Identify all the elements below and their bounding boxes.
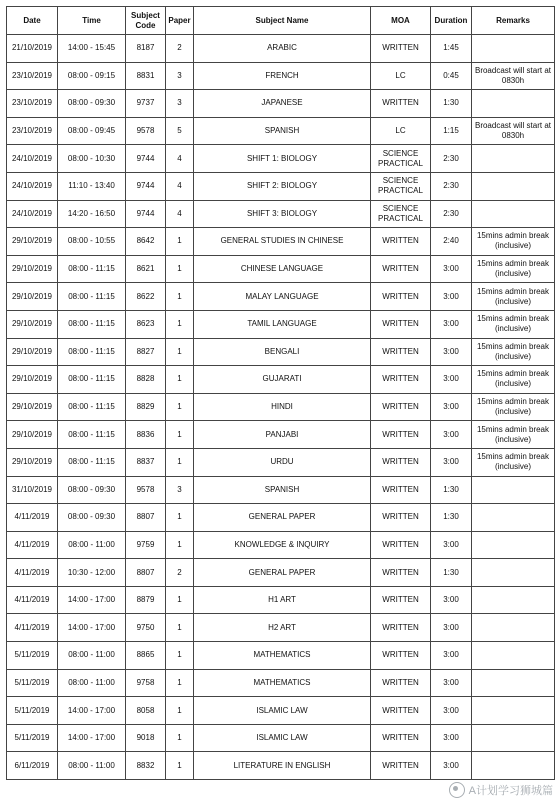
cell-moa: WRITTEN bbox=[371, 559, 431, 587]
cell-duration: 3:00 bbox=[431, 531, 472, 559]
cell-moa: WRITTEN bbox=[371, 283, 431, 311]
cell-remarks: 15mins admin break (inclusive) bbox=[472, 255, 555, 283]
cell-duration: 3:00 bbox=[431, 448, 472, 476]
cell-paper: 4 bbox=[166, 145, 194, 173]
cell-moa: WRITTEN bbox=[371, 255, 431, 283]
cell-time: 08:00 - 09:30 bbox=[58, 90, 126, 118]
cell-subject-name: URDU bbox=[194, 448, 371, 476]
table-row bbox=[7, 669, 555, 697]
cell-time: 08:00 - 09:30 bbox=[58, 476, 126, 504]
cell-time: 08:00 - 11:15 bbox=[58, 421, 126, 449]
cell-subject-name: PANJABI bbox=[194, 421, 371, 449]
table-row bbox=[7, 697, 555, 725]
cell-time: 14:00 - 15:45 bbox=[58, 35, 126, 63]
cell-paper: 1 bbox=[166, 366, 194, 394]
cell-paper: 4 bbox=[166, 200, 194, 228]
cell-date: 29/10/2019 bbox=[7, 448, 58, 476]
cell-time: 08:00 - 11:00 bbox=[58, 752, 126, 780]
cell-paper: 3 bbox=[166, 90, 194, 118]
cell-moa: WRITTEN bbox=[371, 642, 431, 670]
cell-subject-name: H1 ART bbox=[194, 586, 371, 614]
header-subject-name: Subject Name bbox=[194, 7, 371, 35]
cell-subject-code: 9750 bbox=[126, 614, 166, 642]
table-row bbox=[7, 145, 555, 173]
cell-paper: 1 bbox=[166, 255, 194, 283]
cell-paper: 1 bbox=[166, 642, 194, 670]
cell-paper: 1 bbox=[166, 752, 194, 780]
cell-subject-name: FRENCH bbox=[194, 62, 371, 90]
cell-remarks bbox=[472, 559, 555, 587]
header-row bbox=[7, 7, 555, 35]
cell-duration: 3:00 bbox=[431, 283, 472, 311]
cell-remarks: 15mins admin break (inclusive) bbox=[472, 228, 555, 256]
cell-time: 08:00 - 11:00 bbox=[58, 531, 126, 559]
cell-moa: WRITTEN bbox=[371, 228, 431, 256]
cell-paper: 1 bbox=[166, 504, 194, 532]
cell-remarks bbox=[472, 90, 555, 118]
cell-time: 08:00 - 10:55 bbox=[58, 228, 126, 256]
cell-subject-code: 8837 bbox=[126, 448, 166, 476]
cell-duration: 3:00 bbox=[431, 669, 472, 697]
cell-date: 5/11/2019 bbox=[7, 669, 58, 697]
cell-moa: WRITTEN bbox=[371, 35, 431, 63]
cell-paper: 3 bbox=[166, 62, 194, 90]
cell-duration: 3:00 bbox=[431, 697, 472, 725]
cell-duration: 1:30 bbox=[431, 504, 472, 532]
cell-time: 11:10 - 13:40 bbox=[58, 172, 126, 200]
cell-remarks: 15mins admin break (inclusive) bbox=[472, 338, 555, 366]
cell-paper: 1 bbox=[166, 421, 194, 449]
wechat-icon bbox=[449, 782, 465, 798]
cell-moa: WRITTEN bbox=[371, 724, 431, 752]
table-row bbox=[7, 393, 555, 421]
cell-moa: WRITTEN bbox=[371, 614, 431, 642]
cell-subject-code: 8865 bbox=[126, 642, 166, 670]
cell-date: 24/10/2019 bbox=[7, 172, 58, 200]
cell-remarks bbox=[472, 504, 555, 532]
cell-paper: 1 bbox=[166, 586, 194, 614]
cell-duration: 3:00 bbox=[431, 586, 472, 614]
cell-duration: 2:30 bbox=[431, 145, 472, 173]
table-row bbox=[7, 752, 555, 780]
cell-subject-code: 9744 bbox=[126, 145, 166, 173]
watermark bbox=[449, 782, 553, 798]
cell-remarks bbox=[472, 697, 555, 725]
cell-subject-name: GENERAL STUDIES IN CHINESE bbox=[194, 228, 371, 256]
cell-paper: 2 bbox=[166, 35, 194, 63]
cell-moa: WRITTEN bbox=[371, 421, 431, 449]
cell-subject-code: 8828 bbox=[126, 366, 166, 394]
cell-subject-code: 8831 bbox=[126, 62, 166, 90]
cell-subject-code: 9744 bbox=[126, 200, 166, 228]
cell-paper: 1 bbox=[166, 283, 194, 311]
cell-time: 08:00 - 09:45 bbox=[58, 117, 126, 145]
cell-time: 14:00 - 17:00 bbox=[58, 614, 126, 642]
cell-remarks: 15mins admin break (inclusive) bbox=[472, 448, 555, 476]
cell-moa: WRITTEN bbox=[371, 752, 431, 780]
table-row bbox=[7, 614, 555, 642]
cell-subject-name: HINDI bbox=[194, 393, 371, 421]
cell-moa: WRITTEN bbox=[371, 393, 431, 421]
timetable-body bbox=[7, 35, 555, 780]
table-row bbox=[7, 476, 555, 504]
cell-time: 08:00 - 09:30 bbox=[58, 504, 126, 532]
cell-subject-code: 9744 bbox=[126, 172, 166, 200]
header-subject-code: Subject Code bbox=[126, 7, 166, 35]
cell-time: 14:00 - 17:00 bbox=[58, 586, 126, 614]
cell-time: 14:20 - 16:50 bbox=[58, 200, 126, 228]
cell-duration: 1:45 bbox=[431, 35, 472, 63]
cell-date: 6/11/2019 bbox=[7, 752, 58, 780]
cell-paper: 1 bbox=[166, 310, 194, 338]
cell-moa: WRITTEN bbox=[371, 697, 431, 725]
cell-moa: SCIENCE PRACTICAL bbox=[371, 172, 431, 200]
cell-subject-name: SHIFT 3: BIOLOGY bbox=[194, 200, 371, 228]
cell-moa: WRITTEN bbox=[371, 669, 431, 697]
cell-date: 5/11/2019 bbox=[7, 697, 58, 725]
cell-moa: SCIENCE PRACTICAL bbox=[371, 200, 431, 228]
cell-duration: 0:45 bbox=[431, 62, 472, 90]
cell-subject-name: H2 ART bbox=[194, 614, 371, 642]
cell-date: 29/10/2019 bbox=[7, 366, 58, 394]
exam-timetable bbox=[6, 6, 554, 780]
cell-subject-code: 9759 bbox=[126, 531, 166, 559]
header-moa: MOA bbox=[371, 7, 431, 35]
table-row bbox=[7, 366, 555, 394]
cell-subject-name: MATHEMATICS bbox=[194, 669, 371, 697]
header-paper: Paper bbox=[166, 7, 194, 35]
table-row bbox=[7, 255, 555, 283]
cell-subject-code: 8187 bbox=[126, 35, 166, 63]
cell-time: 08:00 - 11:15 bbox=[58, 448, 126, 476]
cell-subject-code: 8058 bbox=[126, 697, 166, 725]
cell-paper: 1 bbox=[166, 614, 194, 642]
cell-date: 21/10/2019 bbox=[7, 35, 58, 63]
cell-remarks: 15mins admin break (inclusive) bbox=[472, 421, 555, 449]
cell-moa: LC bbox=[371, 117, 431, 145]
table-row bbox=[7, 310, 555, 338]
cell-time: 10:30 - 12:00 bbox=[58, 559, 126, 587]
cell-paper: 4 bbox=[166, 172, 194, 200]
cell-subject-code: 8621 bbox=[126, 255, 166, 283]
cell-moa: SCIENCE PRACTICAL bbox=[371, 145, 431, 173]
cell-remarks bbox=[472, 200, 555, 228]
cell-paper: 1 bbox=[166, 697, 194, 725]
cell-paper: 2 bbox=[166, 559, 194, 587]
cell-subject-code: 8829 bbox=[126, 393, 166, 421]
cell-subject-code: 8879 bbox=[126, 586, 166, 614]
cell-time: 08:00 - 10:30 bbox=[58, 145, 126, 173]
table-row bbox=[7, 283, 555, 311]
cell-paper: 1 bbox=[166, 531, 194, 559]
cell-date: 29/10/2019 bbox=[7, 421, 58, 449]
cell-paper: 5 bbox=[166, 117, 194, 145]
cell-remarks bbox=[472, 531, 555, 559]
cell-subject-name: GUJARATI bbox=[194, 366, 371, 394]
cell-date: 4/11/2019 bbox=[7, 614, 58, 642]
cell-subject-code: 9737 bbox=[126, 90, 166, 118]
cell-duration: 2:40 bbox=[431, 228, 472, 256]
cell-subject-code: 8623 bbox=[126, 310, 166, 338]
cell-duration: 3:00 bbox=[431, 614, 472, 642]
cell-time: 08:00 - 11:00 bbox=[58, 669, 126, 697]
cell-time: 08:00 - 11:15 bbox=[58, 393, 126, 421]
cell-subject-name: GENERAL PAPER bbox=[194, 504, 371, 532]
cell-moa: WRITTEN bbox=[371, 366, 431, 394]
header-date: Date bbox=[7, 7, 58, 35]
cell-date: 4/11/2019 bbox=[7, 559, 58, 587]
table-row bbox=[7, 338, 555, 366]
cell-subject-code: 8827 bbox=[126, 338, 166, 366]
cell-remarks bbox=[472, 669, 555, 697]
cell-date: 23/10/2019 bbox=[7, 90, 58, 118]
cell-subject-code: 8832 bbox=[126, 752, 166, 780]
cell-remarks bbox=[472, 172, 555, 200]
cell-subject-name: ARABIC bbox=[194, 35, 371, 63]
table-row bbox=[7, 172, 555, 200]
cell-time: 08:00 - 11:15 bbox=[58, 255, 126, 283]
cell-remarks: 15mins admin break (inclusive) bbox=[472, 393, 555, 421]
cell-duration: 3:00 bbox=[431, 366, 472, 394]
table-row bbox=[7, 531, 555, 559]
cell-subject-name: SPANISH bbox=[194, 117, 371, 145]
table-row bbox=[7, 421, 555, 449]
cell-remarks bbox=[472, 614, 555, 642]
cell-date: 29/10/2019 bbox=[7, 255, 58, 283]
cell-paper: 1 bbox=[166, 393, 194, 421]
cell-date: 5/11/2019 bbox=[7, 642, 58, 670]
table-row bbox=[7, 504, 555, 532]
cell-time: 08:00 - 11:15 bbox=[58, 310, 126, 338]
cell-date: 29/10/2019 bbox=[7, 338, 58, 366]
cell-duration: 1:30 bbox=[431, 90, 472, 118]
cell-duration: 2:30 bbox=[431, 172, 472, 200]
cell-remarks: 15mins admin break (inclusive) bbox=[472, 310, 555, 338]
cell-date: 29/10/2019 bbox=[7, 310, 58, 338]
table-row bbox=[7, 62, 555, 90]
cell-remarks: 15mins admin break (inclusive) bbox=[472, 283, 555, 311]
cell-subject-name: LITERATURE IN ENGLISH bbox=[194, 752, 371, 780]
header-duration: Duration bbox=[431, 7, 472, 35]
cell-date: 4/11/2019 bbox=[7, 586, 58, 614]
cell-duration: 2:30 bbox=[431, 200, 472, 228]
cell-subject-code: 8622 bbox=[126, 283, 166, 311]
cell-date: 4/11/2019 bbox=[7, 531, 58, 559]
header-remarks: Remarks bbox=[472, 7, 555, 35]
cell-duration: 3:00 bbox=[431, 752, 472, 780]
cell-subject-code: 8807 bbox=[126, 559, 166, 587]
cell-time: 08:00 - 11:15 bbox=[58, 366, 126, 394]
cell-moa: LC bbox=[371, 62, 431, 90]
cell-remarks bbox=[472, 476, 555, 504]
cell-date: 4/11/2019 bbox=[7, 504, 58, 532]
table-row bbox=[7, 448, 555, 476]
cell-date: 24/10/2019 bbox=[7, 200, 58, 228]
cell-remarks bbox=[472, 642, 555, 670]
cell-subject-code: 8836 bbox=[126, 421, 166, 449]
cell-subject-name: ISLAMIC LAW bbox=[194, 724, 371, 752]
cell-moa: WRITTEN bbox=[371, 448, 431, 476]
cell-subject-code: 8642 bbox=[126, 228, 166, 256]
cell-date: 31/10/2019 bbox=[7, 476, 58, 504]
cell-paper: 1 bbox=[166, 448, 194, 476]
cell-moa: WRITTEN bbox=[371, 310, 431, 338]
cell-subject-name: MATHEMATICS bbox=[194, 642, 371, 670]
table-row bbox=[7, 642, 555, 670]
cell-paper: 3 bbox=[166, 476, 194, 504]
cell-date: 24/10/2019 bbox=[7, 145, 58, 173]
cell-subject-name: SHIFT 1: BIOLOGY bbox=[194, 145, 371, 173]
cell-moa: WRITTEN bbox=[371, 338, 431, 366]
cell-remarks bbox=[472, 145, 555, 173]
cell-date: 29/10/2019 bbox=[7, 283, 58, 311]
cell-subject-name: TAMIL LANGUAGE bbox=[194, 310, 371, 338]
cell-time: 08:00 - 11:00 bbox=[58, 642, 126, 670]
table-row bbox=[7, 559, 555, 587]
cell-subject-name: MALAY LANGUAGE bbox=[194, 283, 371, 311]
cell-date: 29/10/2019 bbox=[7, 393, 58, 421]
cell-paper: 1 bbox=[166, 724, 194, 752]
cell-remarks bbox=[472, 752, 555, 780]
cell-date: 29/10/2019 bbox=[7, 228, 58, 256]
cell-remarks bbox=[472, 724, 555, 752]
cell-subject-name: ISLAMIC LAW bbox=[194, 697, 371, 725]
cell-paper: 1 bbox=[166, 228, 194, 256]
cell-subject-name: GENERAL PAPER bbox=[194, 559, 371, 587]
table-row bbox=[7, 586, 555, 614]
header-time: Time bbox=[58, 7, 126, 35]
table-row bbox=[7, 724, 555, 752]
cell-duration: 3:00 bbox=[431, 338, 472, 366]
table-row bbox=[7, 35, 555, 63]
cell-subject-code: 8807 bbox=[126, 504, 166, 532]
cell-subject-name: BENGALI bbox=[194, 338, 371, 366]
cell-date: 23/10/2019 bbox=[7, 117, 58, 145]
cell-duration: 1:30 bbox=[431, 559, 472, 587]
cell-subject-name: SHIFT 2: BIOLOGY bbox=[194, 172, 371, 200]
cell-time: 08:00 - 09:15 bbox=[58, 62, 126, 90]
cell-time: 08:00 - 11:15 bbox=[58, 283, 126, 311]
cell-moa: WRITTEN bbox=[371, 504, 431, 532]
cell-moa: WRITTEN bbox=[371, 586, 431, 614]
cell-remarks: Broadcast will start at 0830h bbox=[472, 117, 555, 145]
cell-moa: WRITTEN bbox=[371, 531, 431, 559]
cell-duration: 3:00 bbox=[431, 255, 472, 283]
cell-date: 5/11/2019 bbox=[7, 724, 58, 752]
cell-paper: 1 bbox=[166, 338, 194, 366]
cell-time: 14:00 - 17:00 bbox=[58, 724, 126, 752]
cell-subject-code: 9578 bbox=[126, 476, 166, 504]
table-row bbox=[7, 90, 555, 118]
cell-paper: 1 bbox=[166, 669, 194, 697]
cell-time: 08:00 - 11:15 bbox=[58, 338, 126, 366]
cell-remarks bbox=[472, 586, 555, 614]
cell-subject-code: 9758 bbox=[126, 669, 166, 697]
cell-subject-code: 9578 bbox=[126, 117, 166, 145]
table-row bbox=[7, 228, 555, 256]
cell-duration: 3:00 bbox=[431, 642, 472, 670]
cell-date: 23/10/2019 bbox=[7, 62, 58, 90]
cell-time: 14:00 - 17:00 bbox=[58, 697, 126, 725]
cell-duration: 3:00 bbox=[431, 310, 472, 338]
cell-duration: 3:00 bbox=[431, 724, 472, 752]
watermark-text: A计划学习狮城篇 bbox=[468, 785, 553, 797]
cell-duration: 3:00 bbox=[431, 393, 472, 421]
cell-duration: 3:00 bbox=[431, 421, 472, 449]
timetable-table bbox=[6, 6, 555, 780]
table-row bbox=[7, 117, 555, 145]
cell-remarks: Broadcast will start at 0830h bbox=[472, 62, 555, 90]
cell-subject-name: KNOWLEDGE & INQUIRY bbox=[194, 531, 371, 559]
cell-subject-name: CHINESE LANGUAGE bbox=[194, 255, 371, 283]
cell-duration: 1:15 bbox=[431, 117, 472, 145]
cell-remarks bbox=[472, 35, 555, 63]
cell-moa: WRITTEN bbox=[371, 476, 431, 504]
cell-duration: 1:30 bbox=[431, 476, 472, 504]
cell-subject-code: 9018 bbox=[126, 724, 166, 752]
cell-moa: WRITTEN bbox=[371, 90, 431, 118]
table-row bbox=[7, 200, 555, 228]
cell-remarks: 15mins admin break (inclusive) bbox=[472, 366, 555, 394]
cell-subject-name: JAPANESE bbox=[194, 90, 371, 118]
cell-subject-name: SPANISH bbox=[194, 476, 371, 504]
